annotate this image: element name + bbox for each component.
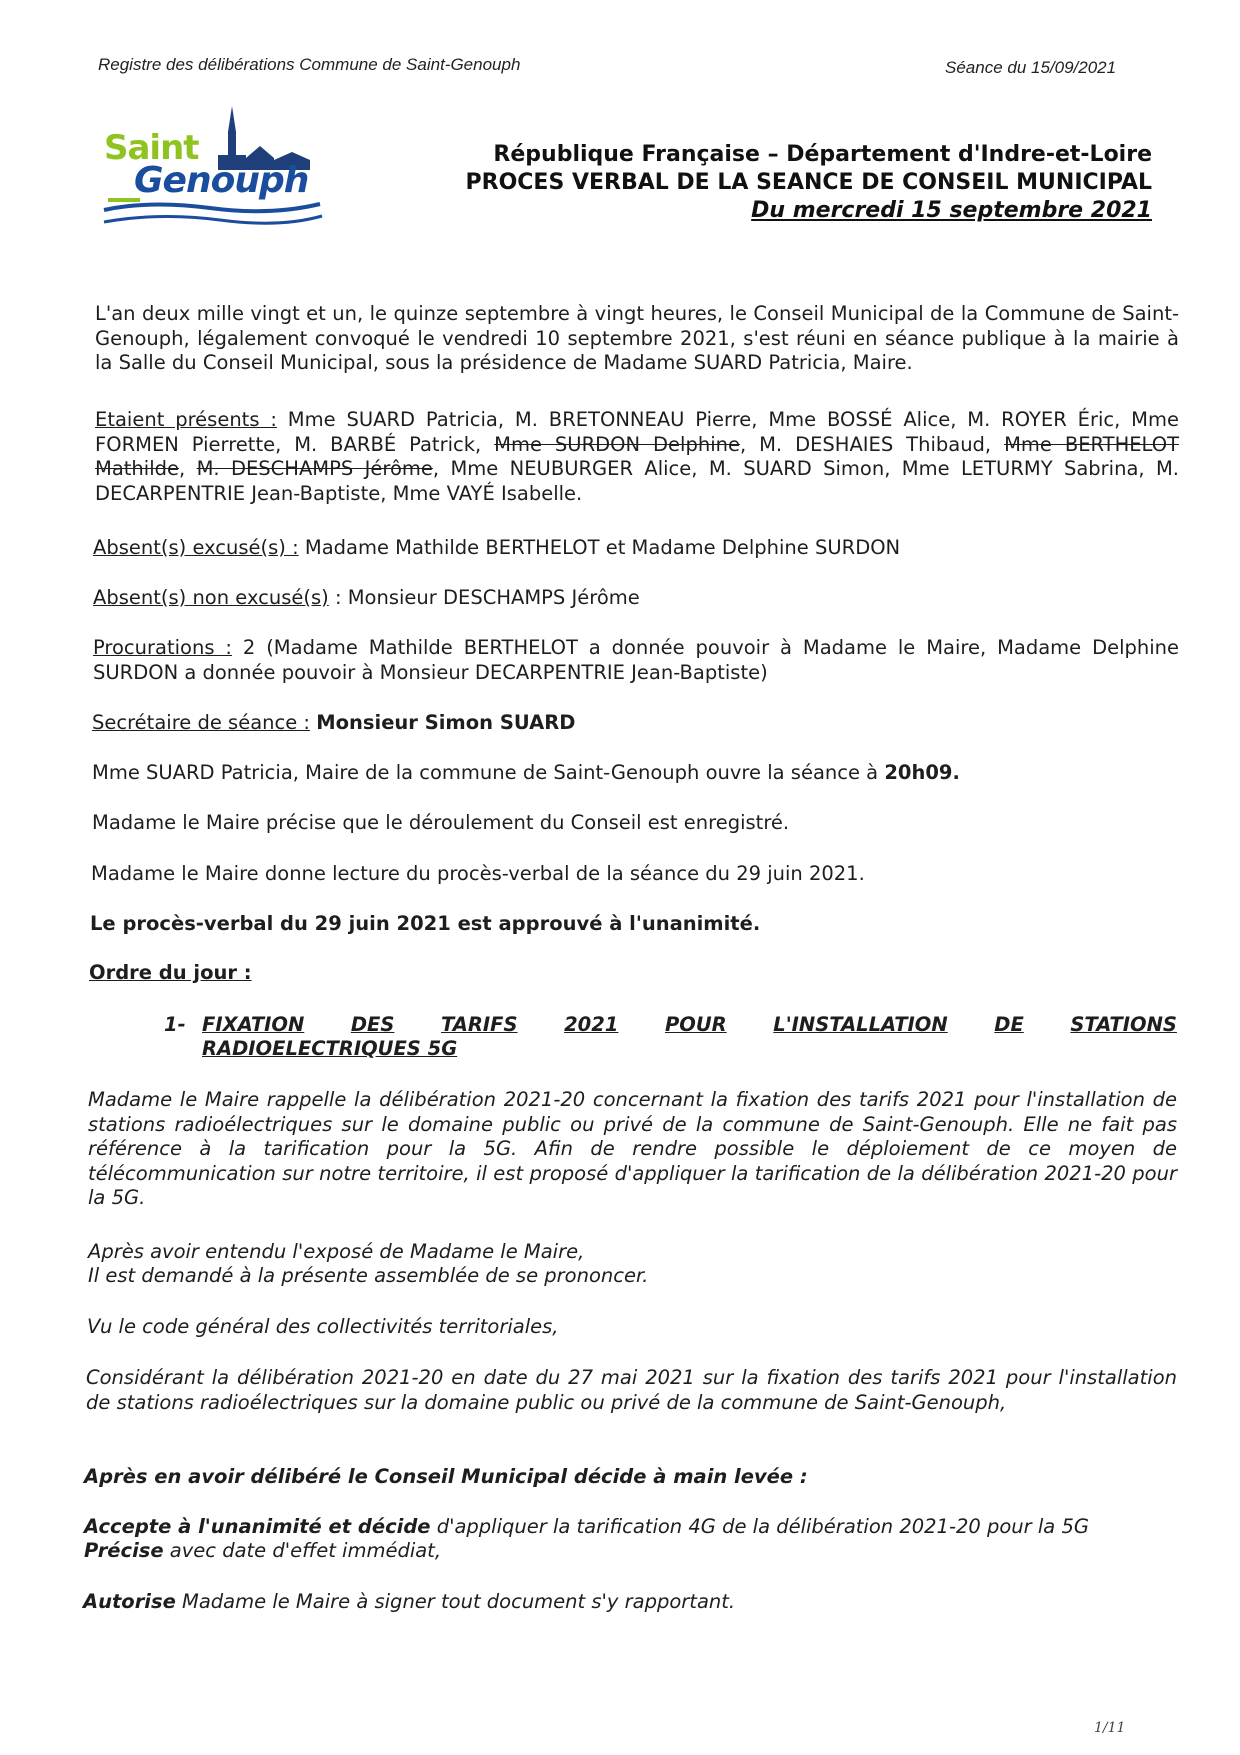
secretaire: [92, 711, 575, 736]
autorise-text: Madame le Maire à signer tout document s'y rapportant.: [175, 1590, 736, 1613]
ouverture: [92, 761, 960, 786]
accepte-text: d'appliquer la tarification 4G de la délibération 2021-20 pour la 5G: [430, 1515, 1089, 1538]
registre-header: Registre des délibérations Commune de Saint-Genouph: [98, 55, 521, 74]
item1-word: TARIFS: [441, 1013, 518, 1036]
item1-word: L'INSTALLATION: [773, 1013, 948, 1036]
struck-surdon: Mme SURDON Delphine: [494, 432, 740, 456]
presents-text-4: , Mme NEUBURGER Alice, M. SUARD Simon, Mme LETURMY Sabrina, M. DECARPENTRIE Jean-Baptiste, Mme VAYÉ Isabelle.: [95, 457, 1179, 505]
absents-excuses: [93, 536, 900, 561]
ouverture-time: 20h09.: [884, 761, 960, 784]
absents-excuses-text: Madame Mathilde BERTHELOT et Madame Delphine SURDON: [298, 536, 901, 559]
secretaire-label: Secrétaire de séance :: [92, 711, 311, 734]
approuve-text: Le procès-verbal du 29 juin 2021 est approuvé à l'unanimité.: [90, 912, 761, 935]
page-number: 1/11: [1094, 1720, 1126, 1736]
lecture-text: Madame le Maire donne lecture du procès-verbal de la séance du 29 juin 2021.: [91, 862, 865, 885]
presents-label: Etaient présents :: [95, 408, 277, 431]
vu-code: Vu le code général des collectivités territoriales,: [87, 1315, 559, 1338]
absents-non-excuses-label: Absent(s) non excusé(s): [93, 586, 329, 609]
title-proces-verbal: PROCES VERBAL DE LA SEANCE DE CONSEIL MUNICIPAL: [465, 170, 1152, 195]
accepte-line: [84, 1515, 1089, 1540]
logo-saint-text: Saint: [104, 128, 199, 168]
item1-number: 1-: [164, 1013, 186, 1036]
title-republique: République Française – Département d'Indre-et-Loire: [493, 142, 1152, 167]
commune-logo: [100, 100, 330, 235]
item1-word: STATIONS: [1070, 1013, 1177, 1036]
secretaire-name: Monsieur Simon SUARD: [316, 711, 576, 734]
autorise-bold: Autorise: [83, 1590, 176, 1613]
expose-line2: Il est demandé à la présente assemblée de se prononcer.: [88, 1264, 649, 1287]
procurations-label: Procurations :: [93, 636, 232, 659]
item1-word: POUR: [664, 1013, 727, 1036]
struck-berthelot: Mme BERTHELOT Mathilde: [95, 432, 1179, 480]
item1-title-line2: RADIOELECTRIQUES 5G: [202, 1037, 458, 1060]
procurations-text: 2 (Madame Mathilde BERTHELOT a donnée pouvoir à Madame le Maire, Madame Delphine SURDON a donnée pouvoir à Monsieur DECARPENTRIE Jean-Baptiste): [93, 636, 1180, 684]
precise-text: avec date d'effet immédiat,: [163, 1539, 442, 1562]
absents-excuses-label: Absent(s) excusé(s) :: [93, 536, 299, 559]
ordre-du-jour-heading: Ordre du jour :: [89, 961, 252, 984]
item1-word: 2021: [564, 1013, 619, 1036]
presents-text-2: , M. DESHAIES Thibaud,: [739, 432, 1005, 456]
rappel-paragraph: Madame le Maire rappelle la délibération 2021-20 concernant la fixation des tarifs 2021 pour l'installation de stations radioélectriques sur le domaine public ou privé de la commune de Saint-Genouph. Elle ne fait pas référence à la tarification pour la 5G. Afin de rendre possible le déploiement de ce moyen de télécommunication sur notre territoire, il est proposé d'appliquer la tarification de la délibération 2021-20 pour la 5G.: [88, 1088, 1177, 1209]
delibere-line: Après en avoir délibéré le Conseil Municipal décide à main levée :: [84, 1465, 808, 1488]
expose-line1: Après avoir entendu l'exposé de Madame le Maire,: [88, 1240, 585, 1263]
autorise-line: [83, 1590, 735, 1615]
presents-text-3: ,: [179, 457, 197, 480]
item1-title-line1: [202, 1013, 1177, 1038]
absents-non-excuses: [93, 586, 640, 611]
logo-genouph-text: Genouph: [134, 160, 309, 201]
item1-word: DE: [994, 1013, 1024, 1036]
title-date: Du mercredi 15 septembre 2021: [751, 198, 1152, 223]
item1-word: DES: [350, 1013, 395, 1036]
intro-paragraph: L'an deux mille vingt et un, le quinze septembre à vingt heures, le Conseil Municipal de la Commune de Saint-Genouph, légalement convoqué le vendredi 10 septembre 2021, s'est réuni en séance publique à la mairie à la Salle du Conseil Municipal, sous la présidence de Madame SUARD Patricia, Maire.: [95, 302, 1179, 374]
precise-bold: Précise: [84, 1539, 164, 1562]
item1-word: FIXATION: [202, 1013, 305, 1036]
presents-text-1: Mme SUARD Patricia, M. BRETONNEAU Pierre, Mme BOSSÉ Alice, M. ROYER Éric, Mme FORMEN Pierrette, M. BARBÉ Patrick,: [95, 408, 1179, 456]
considerant-paragraph: Considérant la délibération 2021-20 en date du 27 mai 2021 sur la fixation des tarifs 2021 pour l'installation de stations radioélectriques sur la domaine public ou privé de la commune de Saint-Genouph,: [86, 1366, 1177, 1414]
presents-paragraph: [95, 408, 1179, 506]
absents-non-excuses-text: : Monsieur DESCHAMPS Jérôme: [328, 586, 640, 609]
precise-line: [84, 1539, 441, 1564]
struck-deschamps: M. DESCHAMPS Jérôme: [196, 457, 433, 480]
enregistre-text: Madame le Maire précise que le déroulement du Conseil est enregistré.: [92, 811, 790, 834]
procurations: [93, 636, 1179, 685]
accepte-bold: Accepte à l'unanimité et décide: [84, 1515, 431, 1538]
seance-date-header: Séance du 15/09/2021: [945, 58, 1117, 77]
ouverture-text: Mme SUARD Patricia, Maire de la commune de Saint-Genouph ouvre la séance à: [92, 761, 885, 784]
